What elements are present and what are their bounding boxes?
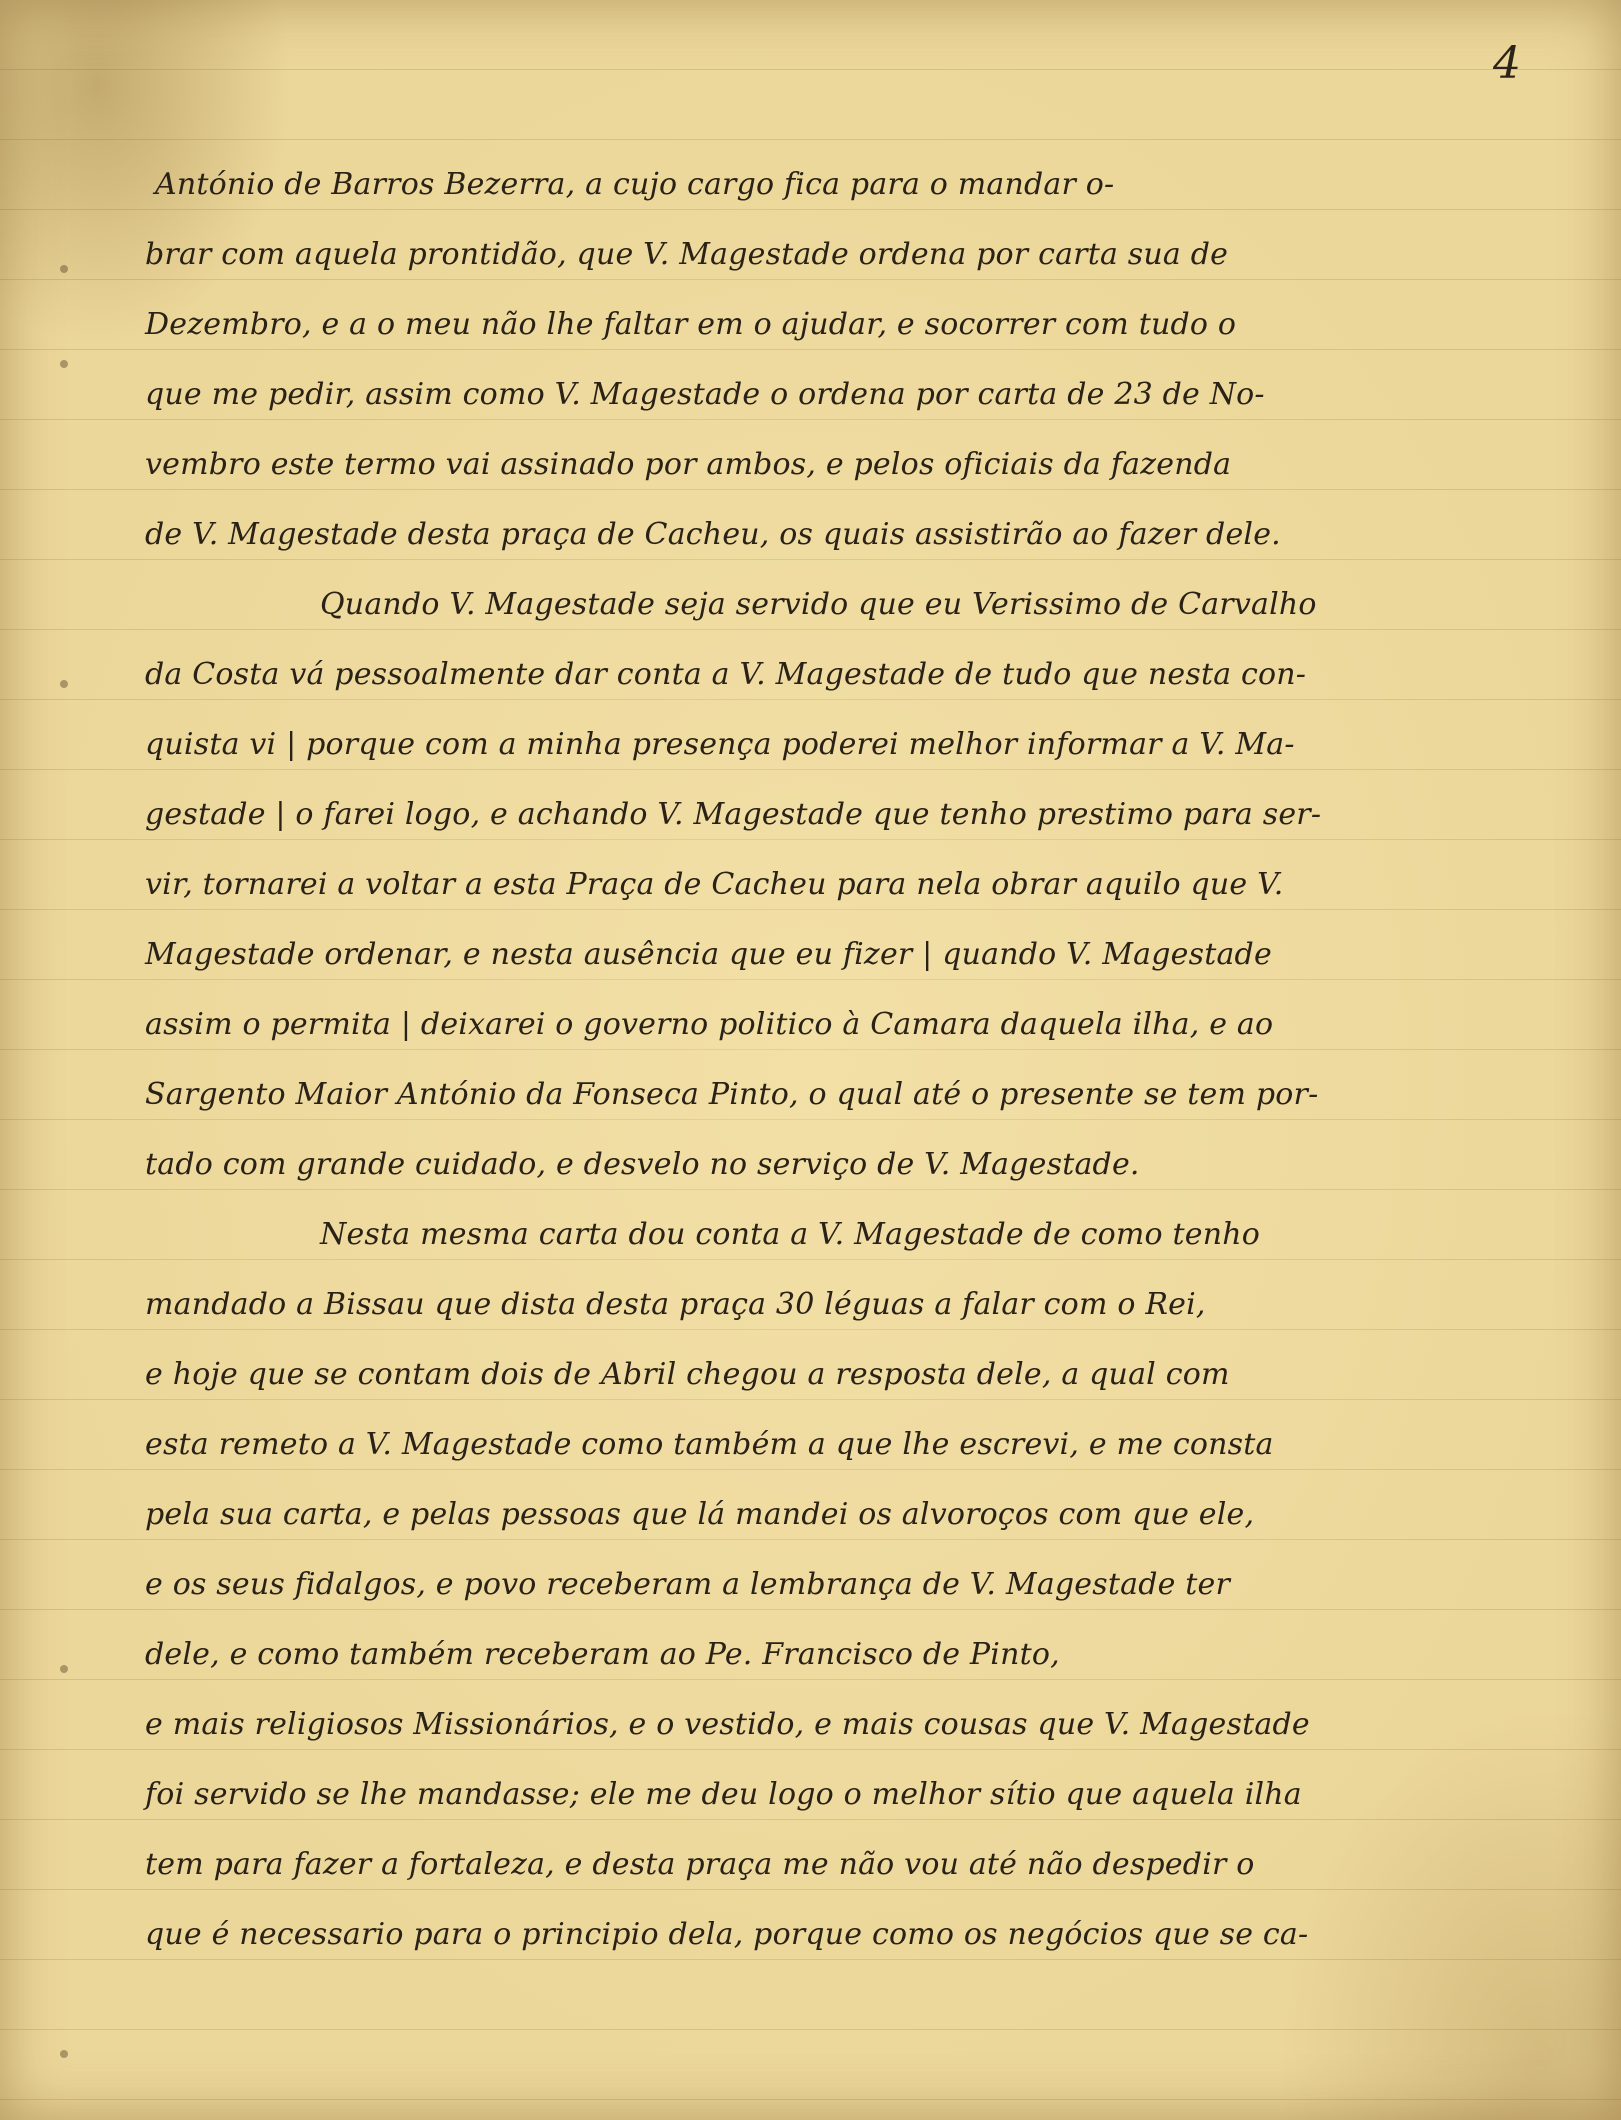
text-line: vir, tornarei a voltar a esta Praça de Cacheu para nela obrar aquilo que V.: [145, 867, 1284, 902]
text-line: Sargento Maior António da Fonseca Pinto, o qual até o presente se tem por-: [145, 1077, 1319, 1112]
text-line: assim o permita | deixarei o governo politico à Camara daquela ilha, e ao: [145, 1007, 1274, 1042]
text-line: e mais religiosos Missionários, e o vestido, e mais cousas que V. Magestade: [145, 1707, 1310, 1742]
text-line: António de Barros Bezerra, a cujo cargo fica para o mandar o-: [155, 167, 1115, 202]
text-line: gestade | o farei logo, e achando V. Magestade que tenho prestimo para ser-: [145, 797, 1322, 832]
text-line: tem para fazer a fortaleza, e desta praça me não vou até não despedir o: [145, 1847, 1255, 1882]
text-line: dele, e como também receberam ao Pe. Francisco de Pinto,: [145, 1637, 1060, 1672]
punch-hole-mark: [60, 360, 68, 368]
text-line: Dezembro, e a o meu não lhe faltar em o ajudar, e socorrer com tudo o: [145, 307, 1237, 342]
handwritten-text-block: [145, 150, 1585, 1970]
paragraph-start-line: Nesta mesma carta dou conta a V. Magestade de como tenho: [320, 1217, 1261, 1252]
text-line: foi servido se lhe mandasse; ele me deu logo o melhor sítio que aquela ilha: [145, 1777, 1302, 1812]
text-line: quista vi | porque com a minha presença poderei melhor informar a V. Ma-: [145, 727, 1295, 762]
punch-hole-mark: [60, 680, 68, 688]
text-line: pela sua carta, e pelas pessoas que lá mandei os alvoroços com que ele,: [145, 1497, 1255, 1532]
text-line: vembro este termo vai assinado por ambos, e pelos oficiais da fazenda: [145, 447, 1232, 482]
punch-hole-mark: [60, 2050, 68, 2058]
text-line: da Costa vá pessoalmente dar conta a V. Magestade de tudo que nesta con-: [145, 657, 1307, 692]
text-line: esta remeto a V. Magestade como também a que lhe escrevi, e me consta: [145, 1427, 1274, 1462]
punch-hole-mark: [60, 265, 68, 273]
text-line: que é necessario para o principio dela, porque como os negócios que se ca-: [145, 1917, 1309, 1952]
text-line: e os seus fidalgos, e povo receberam a lembrança de V. Magestade ter: [145, 1567, 1231, 1602]
text-line: e hoje que se contam dois de Abril chegou a resposta dele, a qual com: [145, 1357, 1230, 1392]
text-line: mandado a Bissau que dista desta praça 30 léguas a falar com o Rei,: [145, 1287, 1206, 1322]
page-number: 4: [1493, 38, 1521, 89]
paragraph-start-line: Quando V. Magestade seja servido que eu Verissimo de Carvalho: [320, 587, 1317, 622]
punch-hole-mark: [60, 1665, 68, 1673]
text-line: brar com aquela prontidão, que V. Magestade ordena por carta sua de: [145, 237, 1229, 272]
text-line: que me pedir, assim como V. Magestade o ordena por carta de 23 de No-: [145, 377, 1265, 412]
text-line: de V. Magestade desta praça de Cacheu, os quais assistirão ao fazer dele.: [145, 517, 1281, 552]
text-line: tado com grande cuidado, e desvelo no serviço de V. Magestade.: [145, 1147, 1140, 1182]
text-line: Magestade ordenar, e nesta ausência que eu fizer | quando V. Magestade: [145, 937, 1272, 972]
